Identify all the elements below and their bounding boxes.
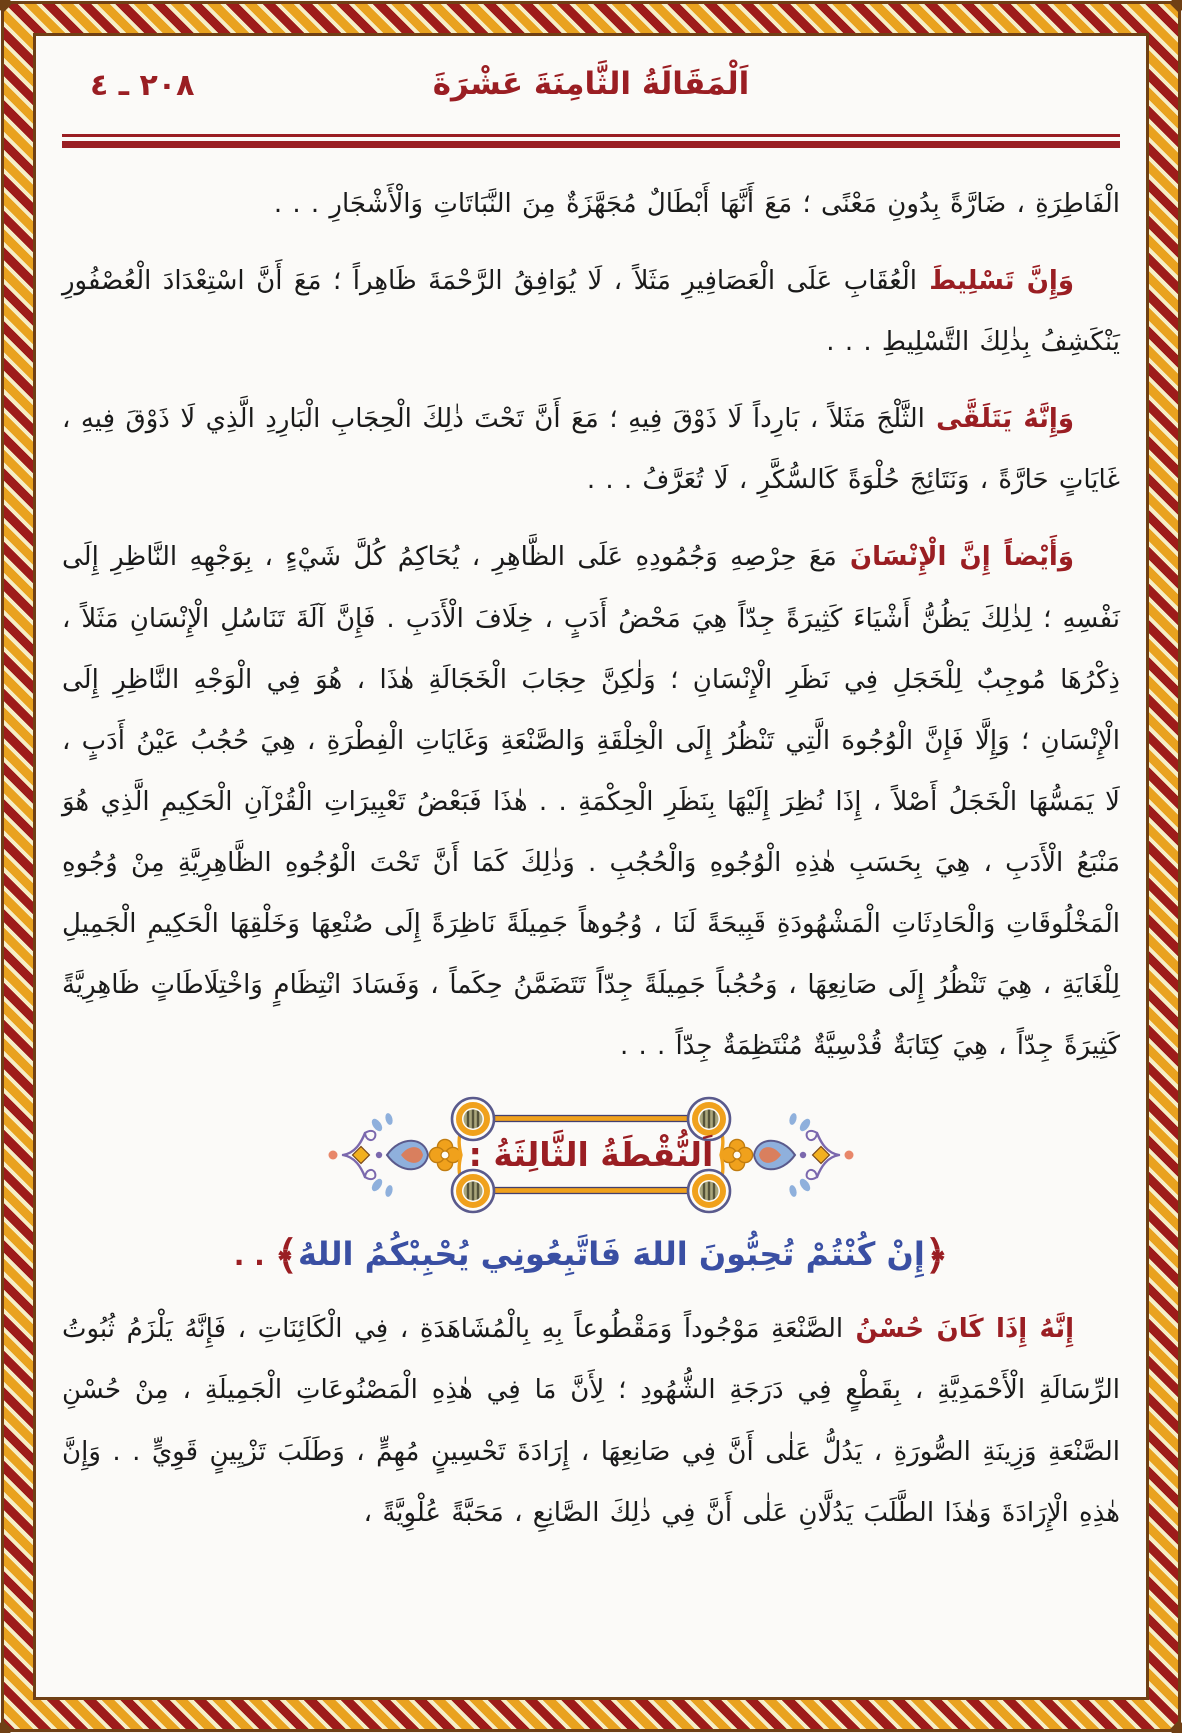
corner-finial-top-right [1169,0,1182,13]
paragraph-text: مَعَ حِرْصِهِ وَجُمُودِهِ عَلَى الظَّاهِرِ ، يُحَاكِمُ كُلَّ شَيْءٍ ، بِوَجْهِهِ النَّاظِرِ إِلَى نَفْسِهِ ؛ لِذٰلِكَ يَظُنُّ أَشْيَاءَ كَثِيرَةً جِدّاً هِيَ مَحْضُ أَدَبٍ ، خِلَافَ الْأَدَبِ . فَإِنَّ آلَةَ تَنَاسُلِ الْإِنْسَانِ مَثَلاً ، ذِكْرُهَا مُوجِبٌ لِلْخَجَلِ فِي نَظَرِ الْإِنْسَانِ ؛ وَلٰكِنَّ حِجَابَ الْخَجَالَةِ هٰذَا ، هُوَ فِي الْوَجْهِ النَّاظِرِ إِلَى الْإِنْسَانِ ؛ وَإِلَّا فَإِنَّ الْوُجُوهَ الَّتِي تَنْظُرُ إِلَى الْخِلْقَةِ وَالصَّنْعَةِ وَغَايَاتِ الْفِطْرَةِ ، هِيَ حُجُبُ عَيْنُ أَدَبٍ ، لَا يَمَسُّهَا الْخَجَلُ أَصْلاً ، إِذَا نُظِرَ إِلَيْهَا بِنَظَرِ الْحِكْمَةِ . . هٰذَا فَبَعْضُ تَعْبِيرَاتِ الْقُرْآنِ الْحَكِيمِ الَّذِي هُوَ مَنْبَعُ الْأَدَبِ ، هِيَ بِحَسَبِ هٰذِهِ الْوُجُوهِ وَالْحُجُبِ . وَذٰلِكَ كَمَا أَنَّ تَحْتَ الْوُجُوهِ الظَّاهِرِيَّةِ مِنْ وُجُوهِ الْمَخْلُوقَاتِ وَالْحَادِثَاتِ الْمَشْهُودَةِ قَبِيحَةً لَنَا ، وُجُوهاً جَمِيلَةً نَاظِرَةً إِلَى صُنْعِهَا وَخَلْقِهَا الْحَكِيمِ الْجَمِيلِ لِلْغَايَةِ ، هِيَ تَنْظُرُ إِلَى صَانِعِهَا ، وَحُجُباً جَمِيلَةً جِدّاً تَتَضَمَّنُ حِكَماً ، وَفَسَادَ انْتِظَامٍ وَاخْتِلَاطَاتٍ ظَاهِرِيَّةً كَثِيرَةً جِدّاً ، هِيَ كِتَابَةٌ قُدْسِيَّةٌ مُنْتَظِمَةٌ جِدّاً . . . [62,542,1120,1062]
paragraph [62,389,1120,511]
verse-trailer-dots: . . [233,1239,275,1273]
paragraph [62,527,1120,1077]
paragraph-text: الْعُقَابِ عَلَى الْعَصَافِيرِ مَثَلاً ، لَا يُوَافِقُ الرَّحْمَةَ ظَاهِراً ؛ مَعَ أَنَّ اسْتِعْدَادَ الْعُصْفُورِ يَنْكَشِفُ بِذٰلِكَ التَّسْلِيطِ . . . [62,266,1120,358]
paragraph [62,251,1120,373]
paragraph-text: الصَّنْعَةِ مَوْجُوداً وَمَقْطُوعاً بِهِ بِالْمُشَاهَدَةِ ، فِي الْكَائِنَاتِ ، فَإِنَّهُ يَلْزَمُ ثُبُوتُ الرِّسَالَةِ الْأَحْمَدِيَّةِ ، بِقَطْعٍ فِي دَرَجَةِ الشُّهُودِ ؛ لِأَنَّ مَا فِي هٰذِهِ الْمَصْنُوعَاتِ الْجَمِيلَةِ ، مِنْ حُسْنِ الصَّنْعَةِ وَزِينَةِ الصُّورَةِ ، يَدُلُّ عَلٰى أَنَّ فِي صَانِعِهَا ، إِرَادَةَ تَحْسِينٍ مُهِمٍّ ، وَطَلَبَ تَزْيِينٍ قَوِيٍّ . . وَإِنَّ هٰذِهِ الْإِرَادَةَ وَهٰذَا الطَّلَبَ يَدُلَّانِ عَلٰى أَنَّ فِي ذٰلِكَ الصَّانِعِ ، مَحَبَّةً عُلْوِيَّةً ، [62,1314,1120,1528]
verse-text: إِنْ كُنْتُمْ تُحِبُّونَ اللهَ فَاتَّبِعُونِي يُحْبِبْكُمُ اللهُ [297,1235,925,1274]
header-rule-thick [62,141,1120,148]
corner-finial-bottom-right [1169,1720,1182,1733]
paragraph-lead-red: وَإِنَّهُ يَتَلَقَّى [924,404,1074,435]
paragraph [62,1299,1120,1543]
quran-verse [62,1233,1120,1279]
verse-close-bracket: ﴾ [274,1233,298,1280]
header-rule-thin [62,134,1120,137]
section-heading: اَلنُّقْطَةُ الثَّالِثَةُ : [468,1134,714,1174]
section-ornament [321,1095,861,1217]
paragraph-text: الثَّلْجَ مَثَلاً ، بَارِداً لَا ذَوْقَ فِيهِ ؛ مَعَ أَنَّ تَحْتَ ذٰلِكَ الْحِجَابِ الْبَارِدِ الَّذِي لَا ذَوْقَ فِيهِ ، غَايَاتٍ حَارَّةً ، وَنَتَائِجَ حُلْوَةً كَالسُّكَّرِ ، لَا تُعَرَّفُ . . . [62,404,1120,496]
page-header [62,54,1120,132]
verse-open-bracket: ﴿ [924,1233,949,1280]
paragraph-lead-red: إِنَّهُ إِذَا كَانَ حُسْنُ [843,1314,1075,1345]
paragraph-text: الْفَاطِرَةِ ، ضَارَّةً بِدُونِ مَعْنًى ؛ مَعَ أَنَّهَا أَبْطَالٌ مُجَهَّزَةٌ مِنَ النَّبَاتَاتِ وَالْأَشْجَارِ . . . [273,189,1120,219]
corner-finial-top-left [0,0,13,13]
paragraph-lead-red: وَإِنَّ تَسْلِيطَ [917,266,1074,297]
body-paragraphs-after [62,1299,1120,1543]
paragraph [62,174,1120,235]
page-content [36,36,1146,1697]
body-paragraphs-before [62,174,1120,1077]
paragraph-lead-red: وَأَيْضاً إِنَّ الْإِنْسَانَ [836,542,1074,573]
page-title: اَلْمَقَالَةُ الثَّامِنَةَ عَشْرَةَ [432,66,750,102]
corner-finial-bottom-left [0,1720,13,1733]
page-number: ٢٠٨ ـ ٤ [90,68,195,103]
